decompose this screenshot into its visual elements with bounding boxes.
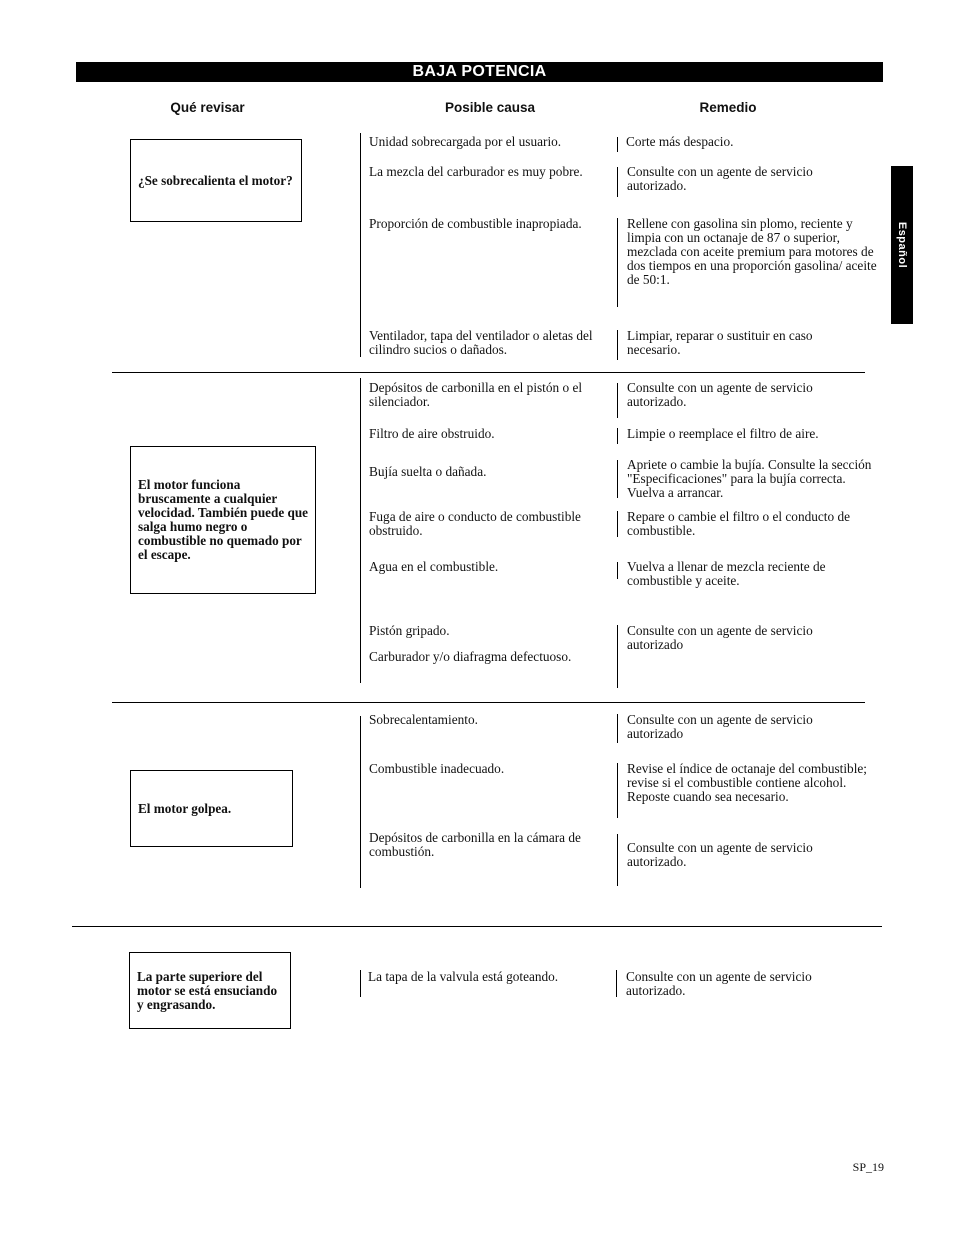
remedy-divider bbox=[617, 834, 618, 886]
remedy-divider bbox=[616, 970, 617, 997]
language-tab bbox=[891, 166, 913, 324]
section-separator bbox=[112, 702, 865, 703]
check-text-2: El motor funciona bruscamente a cualquier velocidad. También puede que salga humo negro o combustible no quemado por el escape. bbox=[138, 477, 309, 562]
remedy-divider bbox=[617, 460, 618, 498]
language-tab-label: Español bbox=[896, 221, 908, 269]
remedy-divider bbox=[617, 511, 618, 537]
check-box-3 bbox=[130, 770, 293, 847]
check-text-3: El motor golpea. bbox=[138, 800, 232, 816]
remedy-divider bbox=[617, 383, 618, 418]
remedy-divider bbox=[617, 330, 618, 360]
section-separator bbox=[112, 372, 865, 373]
cause-2-1: Depósitos de carbonilla en el pistón o el silenciador. bbox=[369, 380, 583, 409]
cause-1-2: La mezcla del carburador es muy pobre. bbox=[369, 164, 583, 179]
section-banner: BAJA POTENCIA bbox=[76, 62, 883, 82]
section-separator bbox=[72, 926, 882, 927]
remedy-divider bbox=[617, 167, 618, 197]
cause-divider-4 bbox=[360, 970, 361, 997]
cause-divider-3 bbox=[360, 716, 361, 888]
remedy-1-3: Rellene con gasolina sin plomo, reciente y limpia con un octanaje de 87 o superior, mezclada con aceite premium para motores de dos tiempos en una proporción gasolina/ aceite de 50:1. bbox=[627, 216, 877, 287]
cause-2-5: Agua en el combustible. bbox=[369, 559, 499, 574]
remedy-3-1: Consulte con un agente de servicio autorizado bbox=[627, 712, 813, 741]
remedy-divider bbox=[617, 763, 618, 818]
remedy-1-4: Limpiar, reparar o sustituir en caso necesario. bbox=[627, 328, 813, 357]
remedy-4-1: Consulte con un agente de servicio autorizado. bbox=[626, 969, 812, 998]
remedy-3-2: Revise el índice de octanaje del combustible; revise si el combustible contiene alcohol. Reposte cuando sea necesario. bbox=[627, 761, 867, 804]
cause-2-3: Bujía suelta o dañada. bbox=[369, 464, 487, 479]
header-cause: Posible causa bbox=[444, 100, 536, 115]
cause-2-6: Pistón gripado. bbox=[369, 623, 450, 638]
remedy-1-2: Consulte con un agente de servicio autorizado. bbox=[627, 164, 813, 193]
check-box-1 bbox=[130, 139, 302, 222]
cause-2-2: Filtro de aire obstruido. bbox=[369, 426, 495, 441]
cause-4-1: La tapa de la valvula está goteando. bbox=[368, 969, 559, 984]
cause-2-7: Carburador y/o diafragma defectuoso. bbox=[369, 649, 572, 664]
cause-1-1: Unidad sobrecargada por el usuario. bbox=[369, 134, 562, 149]
header-remedy: Remedio bbox=[699, 100, 757, 115]
remedy-divider bbox=[617, 714, 618, 743]
cause-3-2: Combustible inadecuado. bbox=[369, 761, 505, 776]
page-number: SP_19 bbox=[852, 1160, 884, 1174]
cause-1-4: Ventilador, tapa del ventilador o aletas del cilindro sucios o dañados. bbox=[369, 328, 593, 357]
cause-divider-2 bbox=[360, 378, 361, 683]
remedy-2-6: Consulte con un agente de servicio autorizado bbox=[627, 623, 813, 652]
remedy-3-3: Consulte con un agente de servicio autorizado. bbox=[627, 840, 813, 869]
check-text-4: La parte superiore del motor se está ensuciando y engrasando. bbox=[137, 968, 278, 1012]
check-box-2 bbox=[130, 446, 316, 594]
remedy-2-4: Repare o cambie el filtro o el conducto de combustible. bbox=[627, 509, 851, 538]
remedy-2-5: Vuelva a llenar de mezcla reciente de combustible y aceite. bbox=[627, 559, 826, 588]
remedy-divider bbox=[617, 562, 618, 579]
remedy-divider bbox=[617, 137, 618, 152]
remedy-divider bbox=[617, 218, 618, 307]
cause-2-4: Fuga de aire o conducto de combustible obstruido. bbox=[369, 509, 581, 538]
cause-1-3: Proporción de combustible inapropiada. bbox=[369, 216, 582, 231]
remedy-1-1: Corte más despacio. bbox=[626, 134, 734, 149]
remedy-2-2: Limpie o reemplace el filtro de aire. bbox=[627, 426, 819, 441]
cause-3-1: Sobrecalentamiento. bbox=[369, 712, 478, 727]
check-text-1: ¿Se sobrecalienta el motor? bbox=[138, 172, 293, 188]
cause-divider-1 bbox=[360, 133, 361, 357]
cause-3-3: Depósitos de carbonilla en la cámara de combustión. bbox=[369, 830, 581, 859]
remedy-divider bbox=[617, 428, 618, 444]
remedy-2-1: Consulte con un agente de servicio autorizado. bbox=[627, 380, 813, 409]
remedy-2-3: Apriete o cambie la bujía. Consulte la sección "Especificaciones" para la bujía correcta. Vuelva a arrancar. bbox=[627, 457, 872, 500]
header-check: Qué revisar bbox=[170, 100, 245, 115]
remedy-divider bbox=[617, 625, 618, 688]
check-box-4 bbox=[129, 952, 291, 1029]
